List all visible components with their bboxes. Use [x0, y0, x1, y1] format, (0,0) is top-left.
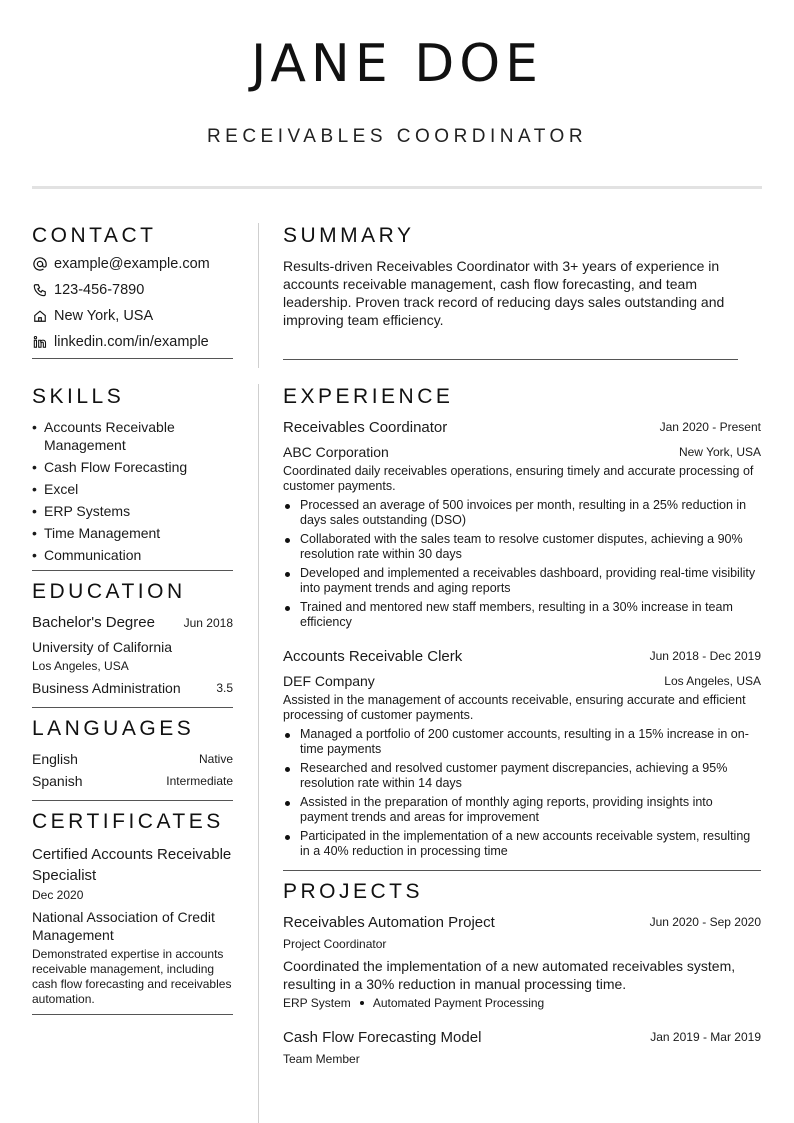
job-bullet [283, 498, 761, 528]
job-location: New York, USA [678, 445, 761, 459]
education-heading: EDUCATION [32, 580, 186, 603]
contact-location-text: New York, USA [54, 308, 154, 324]
contact-divider [32, 358, 233, 359]
job-bullet [283, 600, 761, 630]
linkedin-icon [32, 334, 48, 350]
job-description: Assisted in the management of accounts receivable, ensuring accurate and efficient processing of customer payments. [283, 693, 746, 722]
skill-item: • Excel [32, 480, 232, 498]
job-dates: Jun 2018 - Dec 2019 [649, 649, 761, 663]
candidate-name: JANE DOE [250, 34, 544, 94]
project-dates: Jan 2019 - Mar 2019 [650, 1030, 761, 1044]
job-title: Accounts Receivable Clerk [283, 648, 463, 665]
skill-item: • Accounts Receivable Management [32, 418, 232, 454]
skill-item: • Communication [32, 546, 232, 564]
project-role: Team Member [283, 1052, 360, 1066]
certificates-heading: CERTIFICATES [32, 810, 224, 833]
contact-linkedin-text: linkedin.com/in/example [54, 334, 209, 350]
job-bullet [283, 566, 761, 596]
job-bullet [283, 727, 761, 757]
education-location: Los Angeles, USA [32, 659, 129, 673]
languages-heading: LANGUAGES [32, 717, 195, 740]
skill-item: • ERP Systems [32, 502, 232, 520]
job-bullet [283, 532, 761, 562]
certificates-divider [32, 1014, 233, 1015]
column-divider-top [258, 223, 259, 368]
education-divider [32, 707, 233, 708]
experience-divider [283, 870, 761, 871]
certificate-description: Demonstrated expertise in accounts receivable management, including cash flow forecasting and receivables automation. [32, 947, 232, 1006]
tag-separator [360, 1001, 364, 1005]
experience-heading: EXPERIENCE [283, 385, 454, 408]
skill-item: • Cash Flow Forecasting [32, 458, 232, 476]
job-bullet-text: Trained and mentored new staff members, resulting in a 30% increase in team efficiency [300, 600, 733, 629]
job-dates: Jan 2020 - Present [659, 420, 761, 434]
job-bullet-text: Developed and implemented a receivables dashboard, providing real-time visibility into payment trends and aging reports [300, 566, 756, 595]
job-title: Receivables Coordinator [283, 419, 448, 436]
job-bullet-text: Assisted in the preparation of monthly aging reports, providing insights into payment trends and areas for improvement [300, 795, 713, 824]
education-gpa: 3.5 [216, 681, 233, 695]
project-tags [283, 996, 544, 1010]
project-tag: ERP System [283, 996, 351, 1010]
language-name: Spanish [32, 773, 83, 789]
project-description: Coordinated the implementation of a new automated receivables system, resulting in a 30% reduction in manual processing time. [283, 958, 736, 992]
contact-email-text: example@example.com [54, 256, 210, 272]
phone-icon [32, 282, 48, 298]
language-name: English [32, 751, 78, 767]
summary-text: Results-driven Receivables Coordinator with 3+ years of experience in accounts receivable management, cash flow forecasting, and team leadership. Proven track record of reducing days sales outstanding and improving team efficiency. [283, 258, 725, 328]
education-date: Jun 2018 [183, 616, 233, 630]
summary-heading: SUMMARY [283, 224, 415, 247]
job-bullet-text: Processed an average of 500 invoices per month, resulting in a 25% reduction in days sales outstanding (DSO) [300, 498, 747, 527]
contact-phone-text: 123-456-7890 [54, 282, 145, 298]
job-bullet-text: Collaborated with the sales team to resolve customer disputes, achieving a 90% resolution rate within 30 days [300, 532, 743, 561]
job-company: ABC Corporation [283, 444, 389, 460]
job-bullet-text: Managed a portfolio of 200 customer accounts, resulting in a 15% increase in on-time payments [300, 727, 749, 756]
contact-location [32, 308, 153, 324]
skills-divider [32, 570, 233, 571]
project-name: Cash Flow Forecasting Model [283, 1029, 482, 1046]
language-level: Native [198, 752, 233, 766]
skill-item: • Time Management [32, 524, 232, 542]
summary-divider [283, 359, 738, 360]
certificate-name: Certified Accounts Receivable Specialist [32, 846, 232, 884]
candidate-title: RECEIVABLES COORDINATOR [206, 126, 588, 147]
job-bullet-text: Researched and resolved customer payment discrepancies, achieving a 95% resolution rate within 14 days [300, 761, 728, 790]
education-degree: Bachelor's Degree [32, 614, 155, 631]
job-location: Los Angeles, USA [664, 674, 761, 688]
project-role: Project Coordinator [283, 937, 387, 951]
education-field: Business Administration [32, 680, 181, 696]
skills-heading: SKILLS [32, 385, 125, 408]
language-level: Intermediate [166, 774, 233, 788]
job-bullet [283, 795, 761, 825]
at-icon [32, 256, 48, 272]
certificate-issuer: National Association of Credit Management [32, 909, 215, 943]
project-tag: Automated Payment Processing [372, 996, 545, 1010]
job-description: Coordinated daily receivables operations, ensuring timely and accurate processing of customer payments. [283, 464, 754, 493]
contact-email[interactable] [32, 256, 210, 272]
job-bullet [283, 761, 761, 791]
contact-phone[interactable] [32, 282, 144, 298]
home-icon [32, 308, 48, 324]
job-bullet-text: Participated in the implementation of a new accounts receivable system, resulting in a 40% reduction in processing time [300, 829, 751, 858]
job-company: DEF Company [283, 673, 375, 689]
languages-divider [32, 800, 233, 801]
education-school: University of California [32, 639, 173, 655]
header-divider [32, 186, 762, 189]
column-divider-bottom [258, 384, 259, 1123]
project-dates: Jun 2020 - Sep 2020 [649, 915, 761, 929]
certificate-date: Dec 2020 [32, 888, 84, 902]
contact-linkedin[interactable] [32, 334, 209, 350]
project-name: Receivables Automation Project [283, 914, 495, 931]
projects-heading: PROJECTS [283, 880, 424, 903]
contact-heading: CONTACT [32, 224, 157, 247]
job-bullet [283, 829, 761, 859]
